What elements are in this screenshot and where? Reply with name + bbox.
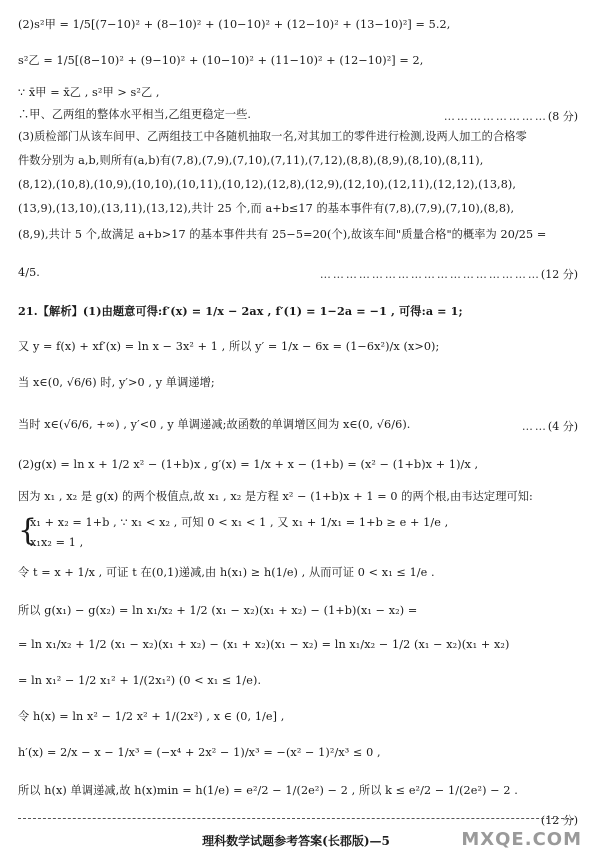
q21-decreasing: 当时 x∈(√6/6, +∞) , y′<0 , y 单调递减;故函数的单调增区间为 x∈(0, √6/6). bbox=[18, 418, 411, 431]
divider bbox=[18, 818, 574, 819]
score-12b: (12 分) bbox=[540, 814, 578, 827]
q21-g-difference-3: = ln x₁² − 1/2 x₁² + 1/(2x₁²) (0 < x₁ ≤ 1/e). bbox=[18, 674, 262, 687]
part3-result: 4/5. bbox=[18, 266, 40, 279]
part3-pairs-1: 件数分别为 a,b,则所有(a,b)有(7,8),(7,9),(7,10),(7,11),(7,12),(8,8),(8,9),(8,10),(8,11), bbox=[18, 154, 484, 167]
q21-increasing: 当 x∈(0, √6/6) 时, y′>0 , y 单调递增; bbox=[18, 376, 215, 389]
q21-h-min: 所以 h(x) 单调递减,故 h(x)min = h(1/e) = e²/2 − 1/(2e²) − 2 , 所以 k ≤ e²/2 − 1/(2e²) − 2 . bbox=[18, 784, 518, 797]
variance-jia: (2)s²甲 = 1/5[(7−10)² + (8−10)² + (10−10)² + (12−10)² + (13−10)²] = 5.2, bbox=[18, 18, 451, 31]
part3-pairs-3: (13,9),(13,10),(13,11),(13,12),共计 25 个,而 a+b≤17 的基本事件有(7,8),(7,9),(7,10),(8,8), bbox=[18, 202, 515, 215]
q21-let-h: 令 h(x) = ln x² − 1/2 x² + 1/(2x²) , x ∈ (0, 1/e] , bbox=[18, 710, 285, 723]
watermark-logo: MXQE.COM bbox=[461, 829, 582, 850]
system-brace: { bbox=[18, 513, 38, 548]
score-8: ……………………(8 分) bbox=[443, 110, 578, 123]
mean-compare: ∵ x̄甲 = x̄乙 , s²甲 > s²乙 , bbox=[18, 86, 160, 99]
q21-g-difference: 所以 g(x₁) − g(x₂) = ln x₁/x₂ + 1/2 (x₁ − x₂)(x₁ + x₂) − (1+b)(x₁ − x₂) = bbox=[18, 604, 418, 617]
q21-derivative-y: 又 y = f(x) + xf′(x) = ln x − 3x² + 1 , 所以 y′ = 1/x − 6x = (1−6x²)/x (x>0); bbox=[18, 340, 440, 353]
variance-yi: s²乙 = 1/5[(8−10)² + (9−10)² + (10−10)² + (11−10)² + (12−10)²] = 2, bbox=[18, 54, 424, 67]
q21-part2-g: (2)g(x) = ln x + 1/2 x² − (1+b)x , g′(x) = 1/x + x − (1+b) = (x² − (1+b)x + 1)/x , bbox=[18, 458, 479, 471]
part3-pairs-2: (8,12),(10,8),(10,9),(10,10),(10,11),(10,12),(12,8),(12,9),(12,10),(12,11),(12,12),(13,8), bbox=[18, 178, 517, 191]
q21-let-t: 令 t = x + 1/x , 可证 t 在(0,1)递减,由 h(x₁) ≥ h(1/e) , 从而可证 0 < x₁ ≤ 1/e . bbox=[18, 566, 435, 579]
conclusion-stability: ∴甲、乙两组的整体水平相当,乙组更稳定一些. bbox=[18, 108, 252, 121]
part3-intro: (3)质检部门从该车间甲、乙两组技工中各随机抽取一名,对其加工的零件进行检测,设两人加工的合格零 bbox=[18, 130, 527, 143]
q21-system-sum: x₁ + x₂ = 1+b , ∵ x₁ < x₂ , 可知 0 < x₁ < 1 , 又 x₁ + 1/x₁ = 1+b ≥ e + 1/e , bbox=[30, 516, 449, 529]
part3-probability: (8,9),共计 5 个,故满足 a+b>17 的基本事件共有 25−5=20(个),故该车间"质量合格"的概率为 20/25 = bbox=[18, 228, 547, 241]
score-4: ……(4 分) bbox=[521, 420, 578, 433]
score-dots: …… bbox=[521, 420, 548, 433]
score-dots: …………………… bbox=[443, 110, 548, 123]
score-dots: …………………………………………… bbox=[319, 268, 541, 281]
q21-h-derivative: h′(x) = 2/x − x − 1/x³ = (−x⁴ + 2x² − 1)/x³ = −(x² − 1)²/x³ ≤ 0 , bbox=[18, 746, 381, 759]
q21-system-product: x₁x₂ = 1 , bbox=[30, 536, 84, 549]
score-12a: ……………………………………………(12 分) bbox=[319, 268, 578, 281]
q21-g-difference-2: = ln x₁/x₂ + 1/2 (x₁ − x₂)(x₁ + x₂) − (x₁ + x₂)(x₁ − x₂) = ln x₁/x₂ − 1/2 (x₁ − x₂)(x₁ + x₂) bbox=[18, 638, 510, 651]
page-footer: 理科数学试题参考答案(长郡版)—5 bbox=[202, 834, 390, 848]
q21-vieta: 因为 x₁ , x₂ 是 g(x) 的两个极值点,故 x₁ , x₂ 是方程 x² − (1+b)x + 1 = 0 的两个根,由韦达定理可知: bbox=[18, 490, 533, 503]
q21-part1: 21.【解析】(1)由题意可得:f′(x) = 1/x − 2ax , f′(1) = 1−2a = −1 , 可得:a = 1; bbox=[18, 304, 463, 318]
